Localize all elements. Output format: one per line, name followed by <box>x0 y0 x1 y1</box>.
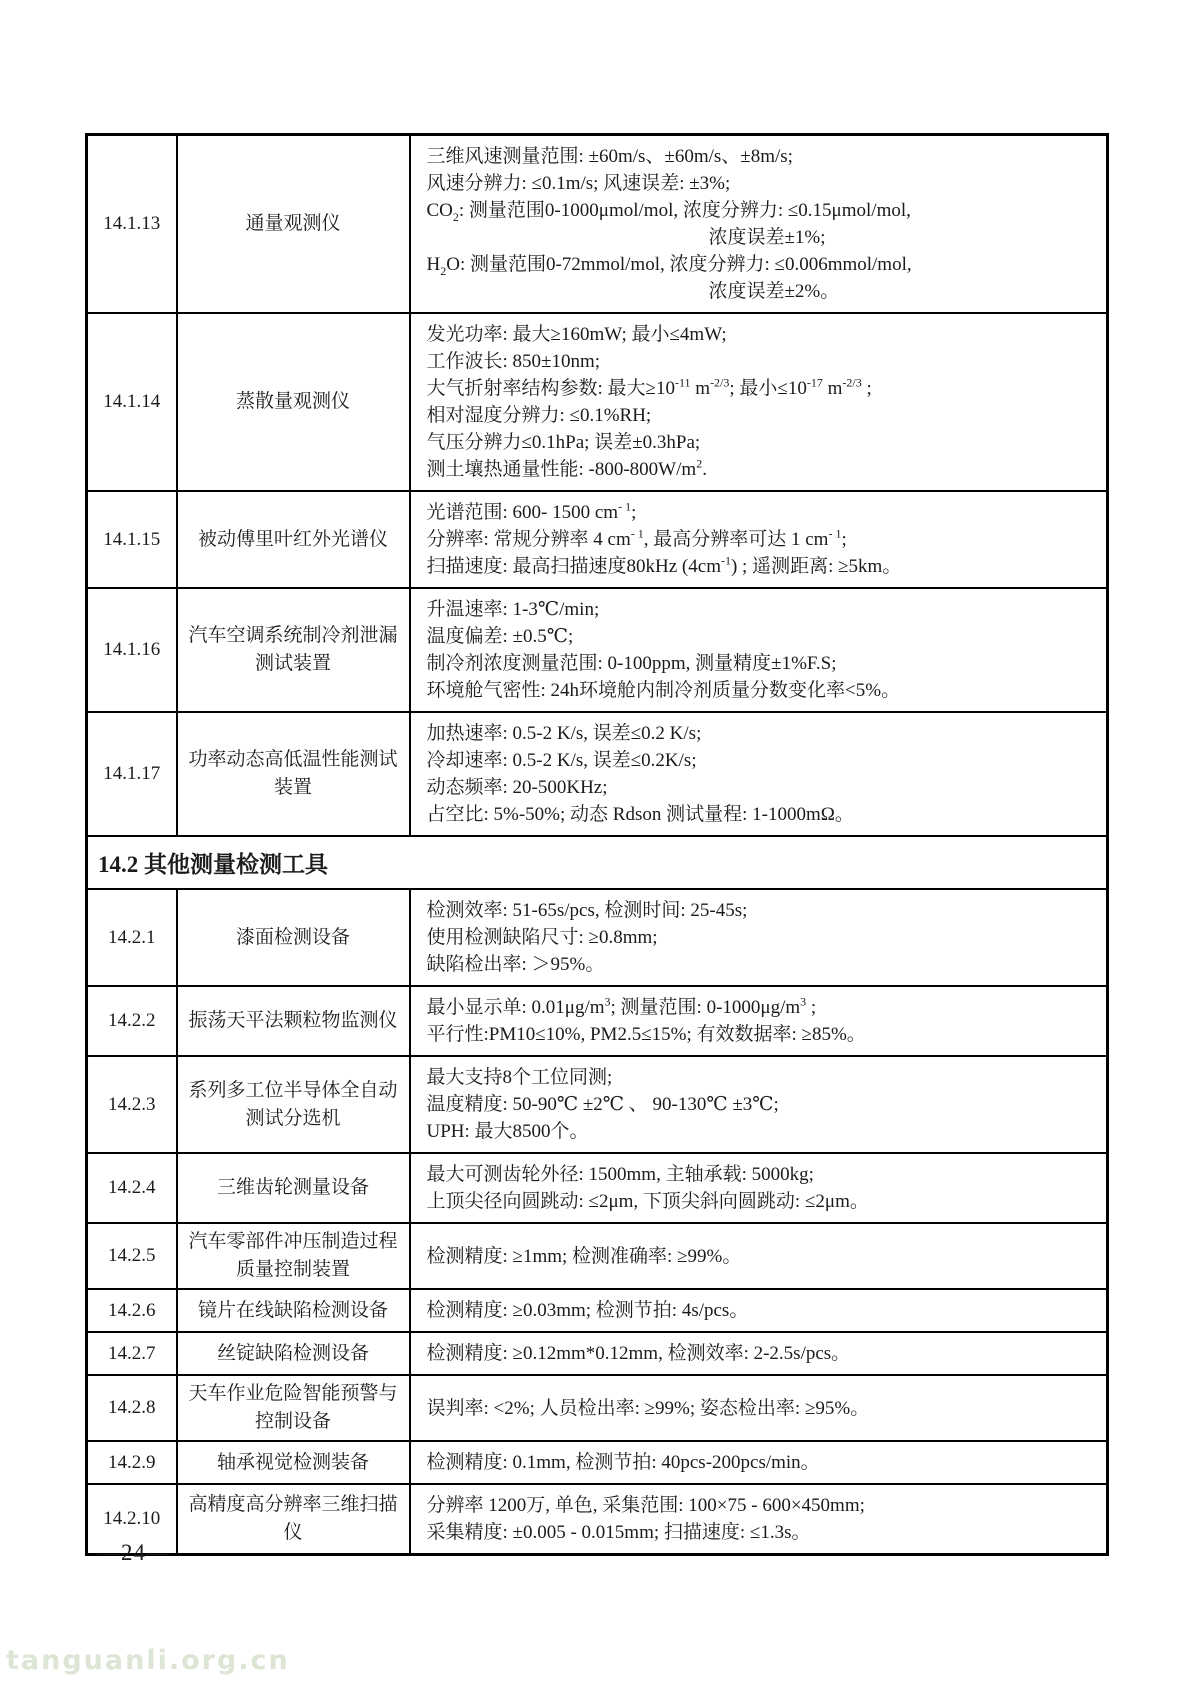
row-specs <box>410 712 1108 836</box>
row-specs <box>410 1223 1108 1289</box>
spec-line: 分辨率: 常规分辨率 4 $cm^{- 1}$, 最高分辨率可达 1 $cm^{- 1}$; <box>426 526 847 550</box>
table-row <box>87 1153 1108 1223</box>
spec-line: 上顶尖径向圆跳动: ≤2μm, 下顶尖斜向圆跳动: ≤2μm。 <box>426 1191 869 1212</box>
subscript: 2 <box>440 263 447 278</box>
spec-line: 工作波长: 850±10nm; <box>426 351 601 372</box>
row-id: 14.2.4 <box>87 1153 177 1223</box>
table-row <box>87 889 1108 986</box>
spec-line: 相对湿度分辨力: ≤0.1%RH; <box>426 405 652 426</box>
row-specs <box>410 588 1108 712</box>
table-row <box>87 712 1108 836</box>
superscript: -2/3 <box>710 375 730 390</box>
spec-line: 检测精度: ≥1mm; 检测准确率: ≥99%。 <box>426 1245 742 1267</box>
spec-line: 平行性:PM10≤10%, PM2.5≤15%; 有效数据率: ≥85%。 <box>426 1024 866 1045</box>
superscript: - 1 <box>630 526 644 541</box>
row-specs <box>410 1332 1108 1375</box>
row-id: 14.2.6 <box>87 1289 177 1332</box>
row-device-name: 三维齿轮测量设备 <box>177 1153 410 1223</box>
row-device-name: 丝锭缺陷检测设备 <box>177 1332 410 1375</box>
spec-line: 光谱范围: 600- 1500 $cm^{- 1}$; <box>426 499 637 523</box>
row-device-name: 汽车空调系统制冷剂泄漏测试装置 <box>177 588 410 712</box>
row-specs <box>410 1484 1108 1555</box>
spec-line: 升温速率: 1-3℃/min; <box>426 599 600 620</box>
row-specs <box>410 889 1108 986</box>
spec-line: 使用检测缺陷尺寸: ≥0.8mm; <box>426 927 658 948</box>
row-device-name: 被动傅里叶红外光谱仪 <box>177 491 410 588</box>
spec-line: 加热速率: 0.5-2 K/s, 误差≤0.2 K/s; <box>426 723 702 744</box>
table-row <box>87 1289 1108 1332</box>
superscript: -2/3 <box>842 375 862 390</box>
row-device-name: 振荡天平法颗粒物监测仪 <box>177 986 410 1056</box>
row-specs <box>410 135 1108 314</box>
spec-line: 温度偏差: ±0.5℃; <box>426 626 574 647</box>
spec-line: 最大可测齿轮外径: 1500mm, 主轴承载: 5000kg; <box>426 1164 814 1185</box>
spec-line: 风速分辨力: ≤0.1m/s; 风速误差: ±3%; <box>426 173 731 194</box>
page-number: —24— <box>97 1540 170 1565</box>
equipment-spec-table <box>85 133 1109 1556</box>
spec-line: 浓度误差±2%。 <box>708 281 840 302</box>
spec-line: 冷却速率: 0.5-2 K/s, 误差≤0.2K/s; <box>426 750 697 771</box>
row-device-name: 天车作业危险智能预警与控制设备 <box>177 1375 410 1441</box>
superscript: -17 <box>806 375 823 390</box>
row-device-name: 功率动态高低温性能测试装置 <box>177 712 410 836</box>
row-specs <box>410 491 1108 588</box>
spec-line: 气压分辨力≤0.1hPa; 误差±0.3hPa; <box>426 432 701 453</box>
spec-line: 测土壤热通量性能: $-800-800W/m^2$. <box>426 456 707 480</box>
spec-line: 占空比: 5%-50%; 动态 Rdson 测试量程: 1-1000mΩ。 <box>426 804 854 825</box>
superscript: -11 <box>674 375 691 390</box>
superscript: - 1 <box>618 499 632 514</box>
row-id: 14.2.8 <box>87 1375 177 1441</box>
spec-line: UPH: 最大8500个。 <box>426 1121 589 1142</box>
row-device-name: 汽车零部件冲压制造过程质量控制装置 <box>177 1223 410 1289</box>
spec-line: $CO_2$: 测量范围0-1000μmol/mol, 浓度分辨力: ≤0.15μmol/mol, <box>426 200 911 224</box>
table-row <box>87 588 1108 712</box>
spec-line: 制冷剂浓度测量范围: 0-100ppm, 测量精度±1%F.S; <box>426 653 837 674</box>
row-device-name: 轴承视觉检测装备 <box>177 1441 410 1484</box>
spec-line: 最小显示单: $0.01\mu g/m^3$; 测量范围: $0-1000\mu g/m^3$ ; <box>426 994 817 1018</box>
superscript: 3 <box>800 994 807 1009</box>
spec-line: 缺陷检出率: ＞95%。 <box>426 954 605 975</box>
row-specs <box>410 1375 1108 1441</box>
row-specs <box>410 1153 1108 1223</box>
section-header-row <box>87 836 1108 889</box>
spec-line: 分辨率 1200万, 单色, 采集范围: 100×75 - 600×450mm; <box>426 1495 865 1516</box>
spec-line: 发光功率: 最大≥160mW; 最小≤4mW; <box>426 324 727 345</box>
row-id: 14.1.13 <box>87 135 177 314</box>
row-specs <box>410 986 1108 1056</box>
row-id: 14.1.16 <box>87 588 177 712</box>
table-row <box>87 1375 1108 1441</box>
spec-line: 检测精度: ≥0.12mm*0.12mm, 检测效率: 2-2.5s/pcs。 <box>426 1343 851 1364</box>
superscript: 3 <box>604 994 611 1009</box>
row-specs <box>410 1441 1108 1484</box>
spec-line: 三维风速测量范围: ±60m/s、±60m/s、±8m/s; <box>426 146 793 167</box>
spec-line: 误判率: <2%; 人员检出率: ≥99%; 姿态检出率: ≥95%。 <box>426 1397 870 1419</box>
row-device-name: 高精度高分辨率三维扫描仪 <box>177 1484 410 1555</box>
row-specs <box>410 313 1108 491</box>
spec-line: 大气折射率结构参数: 最大$\ge 10^{-11}$ $m^{-2/3}$; 最小$\le 10^{-17}$ $m^{-2/3}$ ; <box>426 375 872 399</box>
spec-line: 温度精度: 50-90℃ ±2℃ 、 90-130℃ ±3℃; <box>426 1094 779 1115</box>
row-device-name: 系列多工位半导体全自动测试分选机 <box>177 1056 410 1153</box>
spec-line: 最大支持8个工位同测; <box>426 1067 613 1088</box>
row-device-name: 漆面检测设备 <box>177 889 410 986</box>
spec-line: 动态频率: 20-500KHz; <box>426 777 608 798</box>
table-row <box>87 313 1108 491</box>
table-row <box>87 1056 1108 1153</box>
spec-line: 采集精度: ±0.005 - 0.015mm; 扫描速度: ≤1.3s。 <box>426 1522 811 1543</box>
row-specs <box>410 1289 1108 1332</box>
table-row <box>87 491 1108 588</box>
section-title: 14.2 其他测量检测工具 <box>87 836 1108 889</box>
row-specs <box>410 1056 1108 1153</box>
table-row <box>87 986 1108 1056</box>
table-row <box>87 1223 1108 1289</box>
row-id: 14.2.10 <box>87 1484 177 1555</box>
watermark-text: tanguanli.org.cn <box>6 1645 290 1676</box>
row-id: 14.1.14 <box>87 313 177 491</box>
table-row <box>87 1441 1108 1484</box>
row-device-name: 镜片在线缺陷检测设备 <box>177 1289 410 1332</box>
spec-line: 检测效率: 51-65s/pcs, 检测时间: 25-45s; <box>426 900 748 921</box>
spec-line: 扫描速度: 最高扫描速度80kHz $(4cm^{-1})$ ; 遥测距离: ≥5km。 <box>426 553 902 577</box>
row-id: 14.1.15 <box>87 491 177 588</box>
spec-line: 环境舱气密性: 24h环境舱内制冷剂质量分数变化率<5%。 <box>426 680 901 701</box>
row-id: 14.2.3 <box>87 1056 177 1153</box>
row-id: 14.1.17 <box>87 712 177 836</box>
table-row <box>87 1332 1108 1375</box>
table-row <box>87 135 1108 314</box>
row-id: 14.2.7 <box>87 1332 177 1375</box>
table-row <box>87 1484 1108 1555</box>
superscript: -1 <box>720 553 731 568</box>
row-id: 14.2.9 <box>87 1441 177 1484</box>
row-device-name: 通量观测仪 <box>177 135 410 314</box>
subscript: 2 <box>452 209 459 224</box>
spec-line: 检测精度: ≥0.03mm; 检测节拍: 4s/pcs。 <box>426 1300 749 1321</box>
row-id: 14.2.1 <box>87 889 177 986</box>
row-id: 14.2.5 <box>87 1223 177 1289</box>
row-device-name: 蒸散量观测仪 <box>177 313 410 491</box>
superscript: - 1 <box>828 526 842 541</box>
spec-line: 检测精度: 0.1mm, 检测节拍: 40pcs-200pcs/min。 <box>426 1452 820 1473</box>
spec-line: $H_2O$: 测量范围0-72mmol/mol, 浓度分辨力: ≤0.006mmol/mol, <box>426 254 912 278</box>
spec-line: 浓度误差±1%; <box>708 227 826 248</box>
superscript: 2 <box>696 456 703 471</box>
row-id: 14.2.2 <box>87 986 177 1056</box>
